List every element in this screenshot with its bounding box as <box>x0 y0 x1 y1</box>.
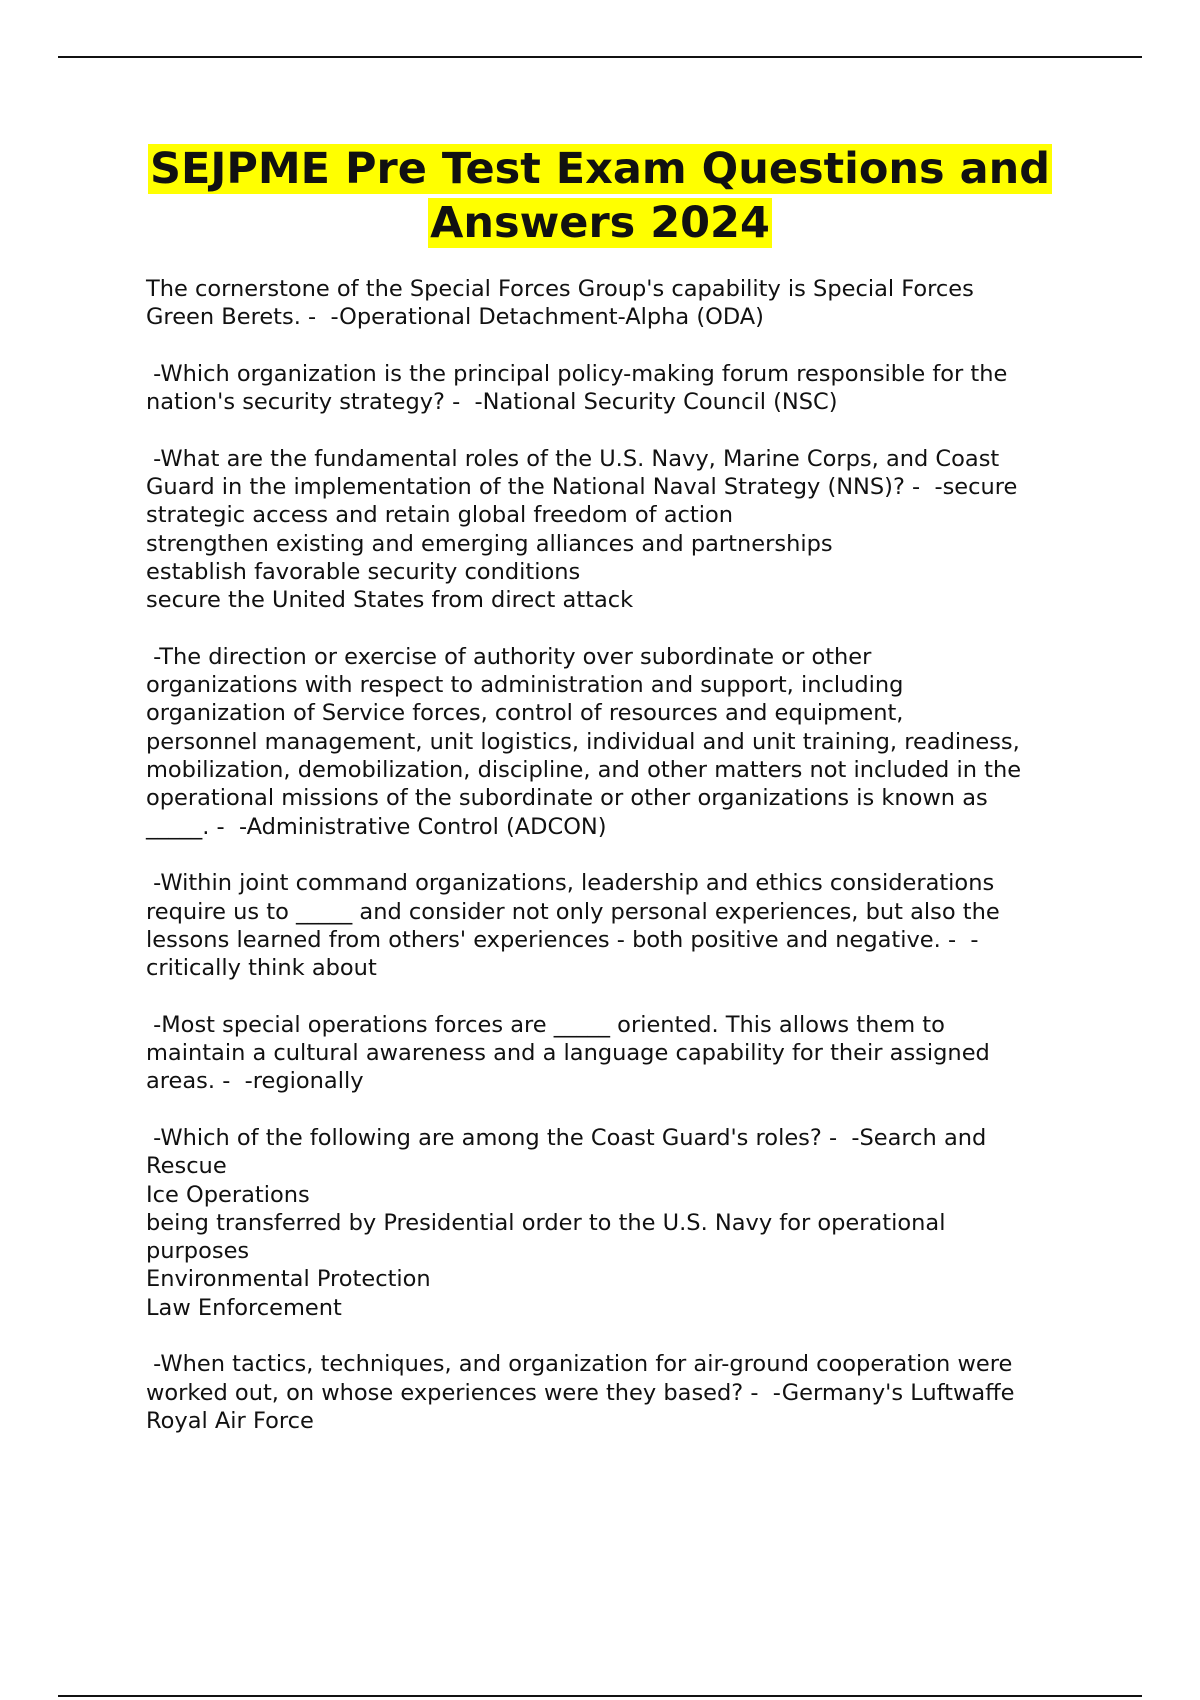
qa-entry-line: Guard in the implementation of the National Naval Strategy (NNS)? - -secure <box>146 474 1018 501</box>
qa-entry-line: -When tactics, techniques, and organization for air-ground cooperation were <box>146 1351 1013 1378</box>
qa-entry-line: maintain a cultural awareness and a language capability for their assigned <box>146 1040 990 1067</box>
qa-entry-line: personnel management, unit logistics, individual and unit training, readiness, <box>146 728 1020 755</box>
qa-entry-line: worked out, on whose experiences were they based? - -Germany's Luftwaffe <box>146 1379 1015 1406</box>
qa-entry-line: mobilization, demobilization, discipline, and other matters not included in the <box>146 757 1022 784</box>
qa-entry-line: Rescue <box>146 1153 227 1180</box>
qa-entry <box>146 445 1096 615</box>
title-line-2: Answers 2024 <box>430 198 770 248</box>
top-divider <box>58 56 1142 58</box>
qa-entry-line: Environmental Protection <box>146 1266 431 1293</box>
qa-entry-line: operational missions of the subordinate or other organizations is known as <box>146 785 988 812</box>
qa-entry <box>146 275 1096 332</box>
bottom-divider <box>58 1695 1142 1697</box>
qa-entry-line: Law Enforcement <box>146 1294 342 1321</box>
qa-entry-line: -The direction or exercise of authority over subordinate or other <box>146 643 872 670</box>
qa-entry <box>146 360 1096 417</box>
title-line-1: SEJPME Pre Test Exam Questions and <box>150 144 1050 194</box>
qa-entry-line: require us to _____ and consider not only personal experiences, but also the <box>146 898 1000 925</box>
qa-entry-line: -What are the fundamental roles of the U.S. Navy, Marine Corps, and Coast <box>146 445 1000 472</box>
qa-entry <box>146 1124 1096 1322</box>
qa-entry-line: -Which of the following are among the Coast Guard's roles? - -Search and <box>146 1124 987 1151</box>
qa-entry-line: organizations with respect to administration and support, including <box>146 672 904 699</box>
qa-entry-line: establish favorable security conditions <box>146 558 581 585</box>
qa-entry-line: Green Berets. - -Operational Detachment-Alpha (ODA) <box>146 304 764 331</box>
qa-entry-line: strengthen existing and emerging alliances and partnerships <box>146 530 833 557</box>
qa-entry <box>146 1011 1096 1096</box>
qa-entry <box>146 1350 1096 1435</box>
qa-entry-line: Ice Operations <box>146 1181 310 1208</box>
qa-entry-line: critically think about <box>146 955 377 982</box>
qa-entry-line: -Which organization is the principal policy-making forum responsible for the <box>146 360 1008 387</box>
qa-entry-line: Royal Air Force <box>146 1407 314 1434</box>
qa-entry-line: nation's security strategy? - -National Security Council (NSC) <box>146 389 838 416</box>
qa-entry-line: -Within joint command organizations, leadership and ethics considerations <box>146 870 995 897</box>
qa-entry-line: The cornerstone of the Special Forces Group's capability is Special Forces <box>146 276 974 302</box>
qa-entry-line: -Most special operations forces are _____ oriented. This allows them to <box>146 1011 945 1038</box>
qa-entry-line: strategic access and retain global freedom of action <box>146 502 733 529</box>
qa-entry-line: lessons learned from others' experiences - both positive and negative. - - <box>146 926 979 953</box>
qa-entry-line: secure the United States from direct attack <box>146 587 634 614</box>
qa-content <box>146 275 1096 1463</box>
document-title <box>100 142 1100 250</box>
qa-entry-line: organization of Service forces, control of resources and equipment, <box>146 700 904 727</box>
qa-entry <box>146 869 1096 982</box>
qa-entry-line: _____. - -Administrative Control (ADCON) <box>146 813 607 840</box>
qa-entry-line: areas. - -regionally <box>146 1068 364 1095</box>
qa-entry-line: being transferred by Presidential order to the U.S. Navy for operational <box>146 1209 946 1236</box>
qa-entry <box>146 643 1096 841</box>
qa-entry-line: purposes <box>146 1238 250 1265</box>
